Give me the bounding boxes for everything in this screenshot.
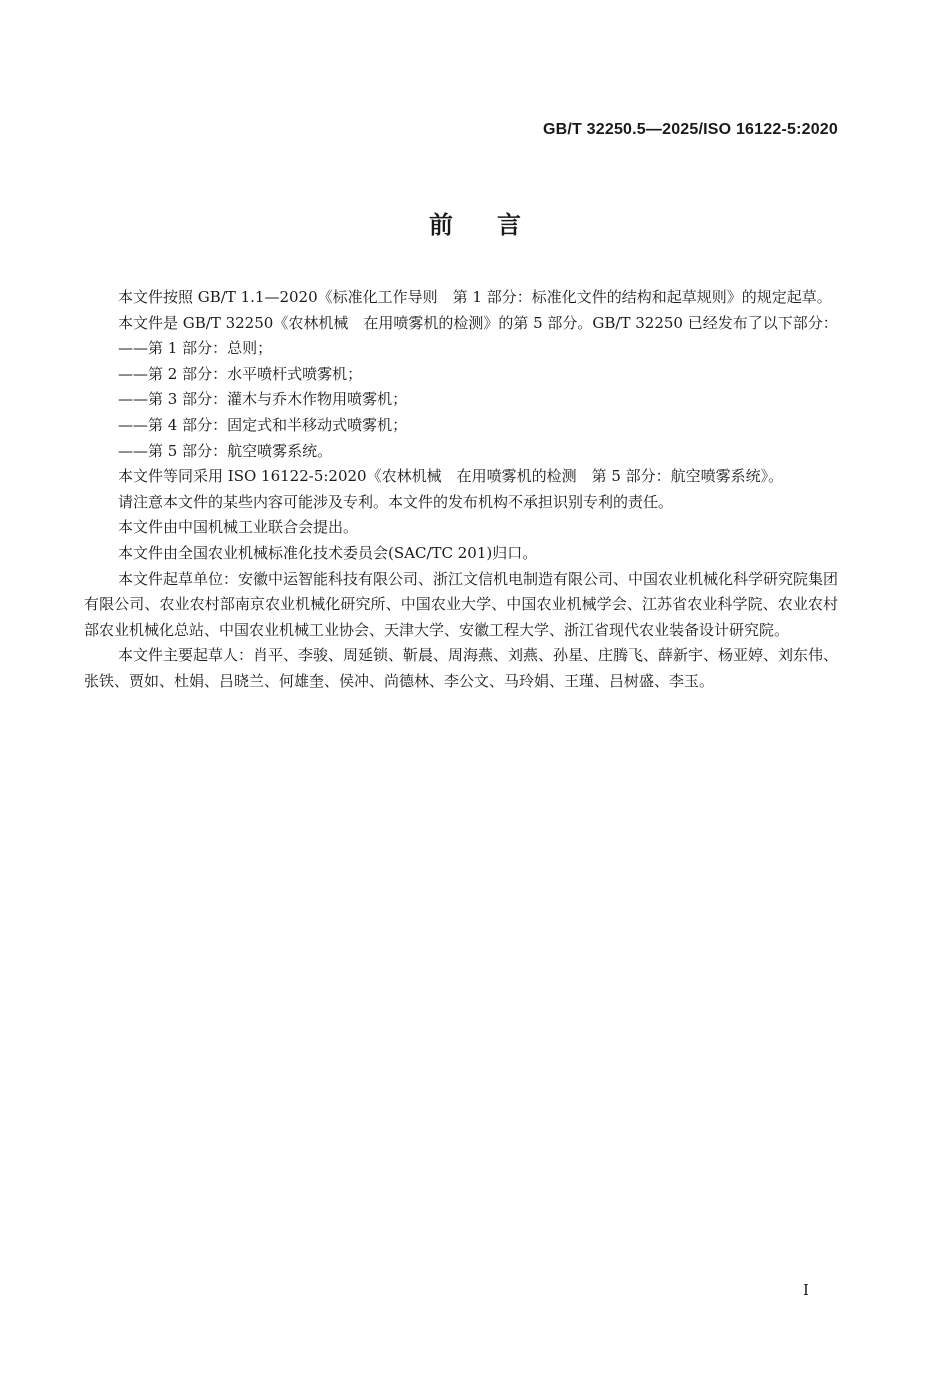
proposer-paragraph: 本文件由中国机械工业联合会提出。 bbox=[118, 518, 359, 537]
list-item: ——第 1 部分：总则； bbox=[118, 339, 273, 358]
standard-number: GB/T 32250.5—2025/ISO 16122-5:2020 bbox=[543, 121, 838, 138]
drafting-rules-paragraph: 本文件按照 GB/T 1.1—2020《标准化工作导则 第 1 部分：标准化文件的结构和起草规则》的规定起草。 bbox=[118, 288, 832, 306]
page-title: 前言 bbox=[429, 211, 565, 239]
page-number: I bbox=[803, 1281, 809, 1299]
committee-paragraph: 本文件由全国农业机械标准化技术委员会(SAC/TC 201)归口。 bbox=[118, 543, 538, 562]
list-item: ——第 2 部分：水平喷杆式喷雾机； bbox=[118, 364, 363, 383]
list-item: ——第 3 部分：灌木与乔木作物用喷雾机； bbox=[118, 390, 408, 409]
drafters-paragraph: 本文件主要起草人：肖平、李骏、周延锁、靳晨、周海燕、刘燕、孙星、庄腾飞、薛新宇、杨亚婷、刘东伟、张铁、贾如、杜娟、吕晓兰、何雄奎、侯冲、尚德林、李公文、马玲娟、王瑾、吕树盛、李玉。 bbox=[84, 646, 839, 690]
series-paragraph: 本文件是 GB/T 32250《农林机械 在用喷雾机的检测》的第 5 部分。GB/T 32250 已经发布了以下部分： bbox=[118, 313, 838, 332]
foreword-body bbox=[84, 285, 838, 695]
patent-notice-paragraph: 请注意本文件的某些内容可能涉及专利。本文件的发布机构不承担识别专利的责任。 bbox=[118, 492, 674, 511]
list-item: ——第 5 部分：航空喷雾系统。 bbox=[118, 441, 333, 460]
parts-list bbox=[84, 336, 838, 464]
list-item: ——第 4 部分：固定式和半移动式喷雾机； bbox=[118, 415, 408, 434]
drafting-units-paragraph: 本文件起草单位：安徽中运智能科技有限公司、浙江文信机电制造有限公司、中国农业机械化科学研究院集团有限公司、农业农村部南京农业机械化研究所、中国农业大学、中国农业机械学会、江苏省农业科学院、农业农村部农业机械化总站、中国农业机械工业协会、天津大学、安徽工程大学、浙江省现代农业装备设计研究院。 bbox=[84, 569, 839, 639]
adoption-paragraph: 本文件等同采用 ISO 16122-5:2020《农林机械 在用喷雾机的检测 第 5 部分：航空喷雾系统》。 bbox=[118, 467, 784, 486]
